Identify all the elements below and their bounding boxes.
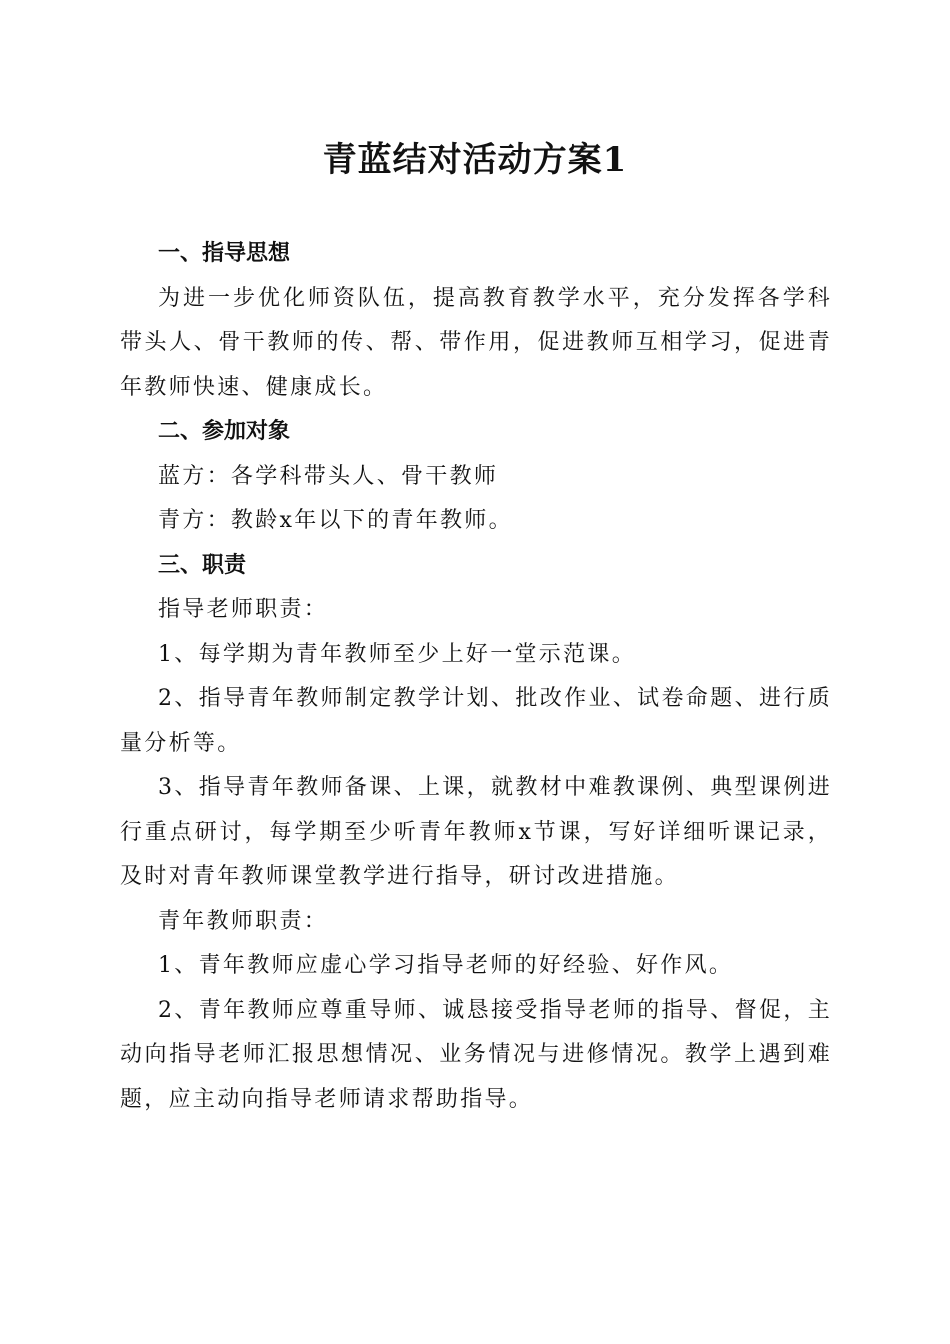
paragraph-young-teacher-duty-1: 1、青年教师应虚心学习指导老师的好经验、好作风。 — [158, 953, 734, 978]
paragraph-guiding-thought: 为进一步优化师资队伍，提高教育教学水平，充分发挥各学科带头人、骨干教师的传、帮、带作用，促进教师互相学习，促进青年教师快速、健康成长。 — [120, 285, 832, 400]
paragraph-young-teacher-duties-label: 青年教师职责： — [158, 908, 329, 934]
document-title: 青蓝结对活动方案1 — [322, 140, 628, 180]
paragraph-blue-side: 蓝方：各学科带头人、骨干教师 — [158, 463, 499, 489]
paragraph-mentor-duties-label: 指导老师职责： — [158, 597, 329, 622]
section-heading-guiding-thought: 一、指导思想 — [158, 241, 291, 266]
paragraph-green-side: 青方：教龄x年以下的青年教师。 — [158, 508, 513, 533]
section-heading-participants: 二、参加对象 — [158, 419, 291, 444]
section-heading-duties: 三、职责 — [158, 552, 247, 578]
paragraph-young-teacher-duty-2: 2、青年教师应尊重导师、诚恳接受指导老师的指导、督促，主动向指导老师汇报思想情况、业务情况与进修情况。教学上遇到难题，应主动向指导老师请求帮助指导。 — [120, 997, 832, 1112]
paragraph-mentor-duty-2: 2、指导青年教师制定教学计划、批改作业、试卷命题、进行质量分析等。 — [120, 686, 832, 756]
document-body — [120, 232, 832, 1122]
paragraph-mentor-duty-3: 3、指导青年教师备课、上课，就教材中难教课例、典型课例进行重点研讨，每学期至少听青年教师x节课，写好详细听课记录，及时对青年教师课堂教学进行指导，研讨改进措施。 — [120, 775, 832, 889]
paragraph-mentor-duty-1: 1、每学期为青年教师至少上好一堂示范课。 — [158, 641, 636, 667]
